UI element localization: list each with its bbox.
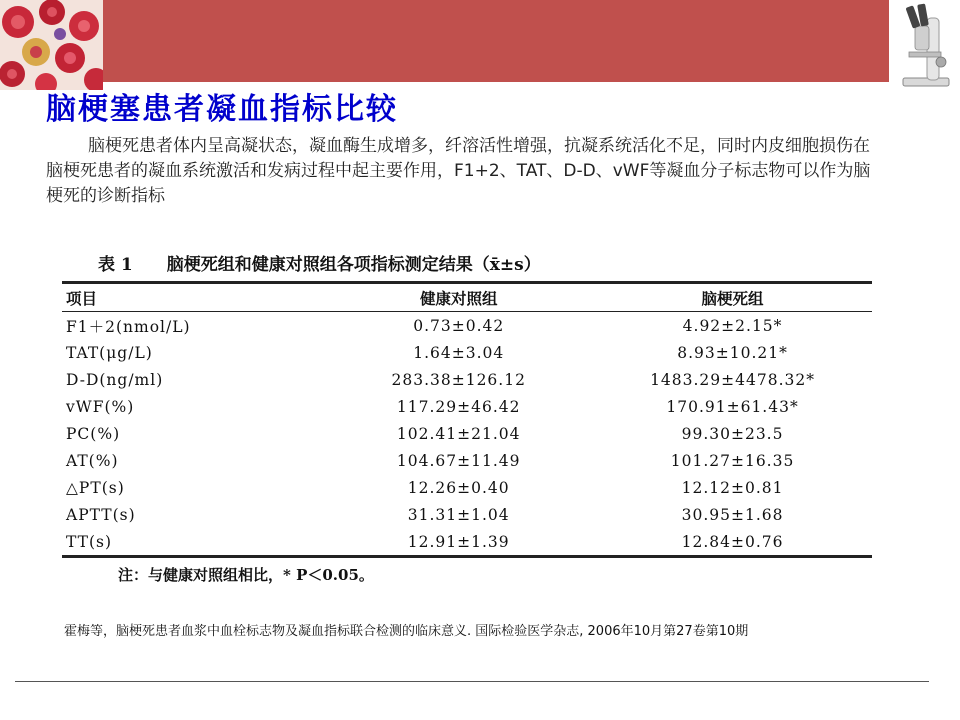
microscope-image (889, 0, 960, 90)
table-note: 注：与健康对照组相比，* P＜0.05。 (118, 566, 374, 584)
control-value: 1.64±3.04 (413, 343, 505, 362)
row-label: F1＋2(nmol/L) (66, 317, 191, 336)
infarction-value: 170.91±61.43* (666, 397, 799, 416)
table-row (62, 528, 872, 557)
infarction-value: 4.92±2.15* (682, 316, 783, 335)
header-control-group: 健康对照组 (324, 283, 593, 312)
infarction-value: 101.27±16.35 (670, 451, 795, 470)
header-infarction-group: 脑梗死组 (593, 283, 872, 312)
citation: 霍梅等，脑梗死患者血浆中血栓标志物及凝血指标联合检测的临床意义. 国际检验医学杂志, 2006年10月第27卷第10期 (64, 624, 749, 639)
results-table (62, 281, 872, 558)
table-row (62, 339, 872, 366)
row-label: AT(%) (66, 451, 119, 470)
intro-paragraph: 脑梗死患者体内呈高凝状态，凝血酶生成增多，纤溶活性增强，抗凝系统活化不足，同时内皮细胞损伤在脑梗死患者的凝血系统激活和发病过程中起主要作用，F1+2、TAT、D-D、vWF等凝血分子标志物可以作为脑梗死的诊断指标 (46, 136, 871, 206)
table-caption-text: 脑梗死组和健康对照组各项指标测定结果（x̄±s） (166, 255, 541, 275)
infarction-value: 12.84±0.76 (593, 528, 872, 557)
control-value: 12.26±0.40 (407, 478, 510, 497)
slide-title: 脑梗塞患者凝血指标比较 (46, 92, 398, 127)
table-row (62, 501, 872, 528)
row-label: △PT(s) (66, 478, 125, 497)
control-value: 117.29±46.42 (396, 397, 521, 416)
header-bar (103, 0, 889, 82)
infarction-value: 1483.29±4478.32* (650, 370, 815, 389)
table-header-row (62, 283, 872, 312)
table-row (62, 366, 872, 393)
table-caption-number: 表 1 (98, 255, 133, 275)
row-label: PC(%) (66, 424, 121, 443)
bottom-divider (15, 681, 929, 682)
infarction-value: 99.30±23.5 (681, 424, 784, 443)
header-item: 项目 (62, 283, 324, 312)
control-value: 31.31±1.04 (407, 505, 510, 524)
infarction-value: 8.93±10.21* (677, 343, 788, 362)
control-value: 283.38±126.12 (391, 370, 526, 389)
control-value: 12.91±1.39 (324, 528, 593, 557)
table-row (62, 393, 872, 420)
table-row (62, 447, 872, 474)
row-label: APTT(s) (66, 505, 136, 524)
blood-cells-image (0, 0, 103, 90)
table-row (62, 312, 872, 340)
table-row (62, 420, 872, 447)
control-value: 0.73±0.42 (413, 316, 505, 335)
table-row (62, 474, 872, 501)
infarction-value: 30.95±1.68 (681, 505, 784, 524)
table-caption (98, 250, 541, 275)
row-label: TAT(μg/L) (66, 343, 153, 362)
control-value: 104.67±11.49 (396, 451, 521, 470)
row-label: vWF(%) (66, 397, 135, 416)
row-label: D-D(ng/ml) (66, 370, 164, 389)
row-label: TT(s) (62, 528, 324, 557)
infarction-value: 12.12±0.81 (681, 478, 784, 497)
control-value: 102.41±21.04 (396, 424, 521, 443)
